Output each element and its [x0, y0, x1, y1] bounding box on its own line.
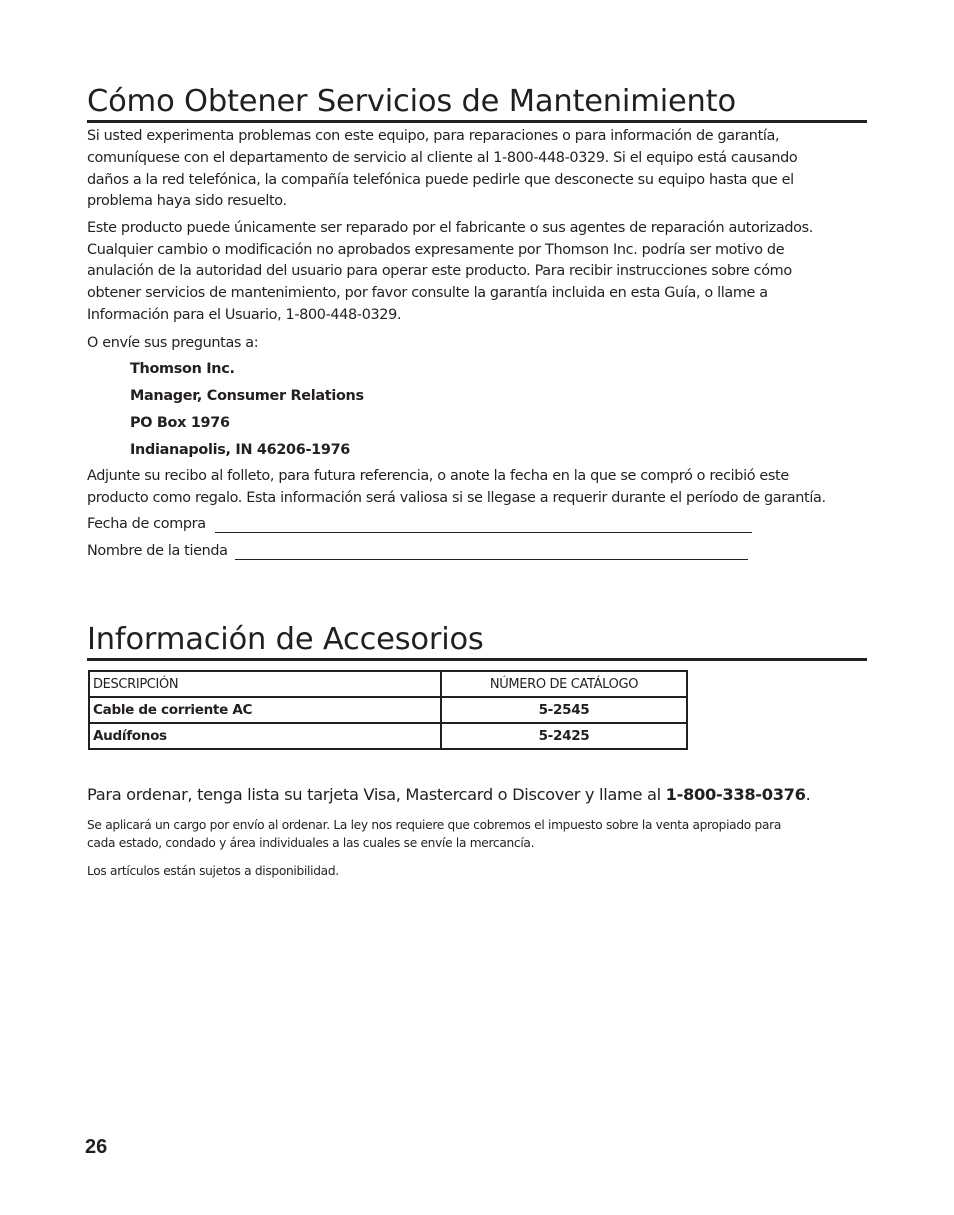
address-city: Indianapolis, IN 46206-1976: [130, 442, 350, 458]
accessories-heading: Información de Accesorios: [87, 623, 867, 661]
page-number: 26: [85, 1136, 108, 1158]
repair-para-line: Este producto puede únicamente ser reparado por el fabricante o sus agentes de reparación autorizados.: [87, 220, 813, 236]
repair-para-line: Información para el Usuario, 1-800-448-0329.: [87, 307, 402, 323]
header-description: DESCRIPCIÓN: [89, 671, 441, 697]
order-phone: 1-800-338-0376: [665, 785, 806, 804]
shipping-note-line: cada estado, condado y área individuales a las cuales se envíe la mercancía.: [87, 836, 535, 850]
header-catalog-number: NÚMERO DE CATÁLOGO: [441, 671, 687, 697]
purchase-date-line: [215, 532, 752, 533]
repair-para-line: anulación de la autoridad del usuario para operar este producto. Para recibir instrucciones sobre cómo: [87, 263, 792, 279]
purchase-date-label: Fecha de compra: [87, 516, 206, 532]
repair-para-line: obtener servicios de mantenimiento, por favor consulte la garantía incluida en esta Guía, o llame a: [87, 285, 768, 301]
cell-catalog-number: 5-2545: [441, 697, 687, 723]
address-department: Manager, Consumer Relations: [130, 388, 364, 404]
order-end: .: [805, 785, 811, 804]
cell-catalog-number: 5-2425: [441, 723, 687, 749]
shipping-note-line: Se aplicará un cargo por envío al ordenar. La ley nos requiere que cobremos el impuesto sobre la venta apropiado para: [87, 818, 781, 832]
service-heading: Cómo Obtener Servicios de Mantenimiento: [87, 85, 867, 123]
table-row: [89, 697, 687, 723]
store-name-line: [235, 559, 748, 560]
cell-description: Cable de corriente AC: [89, 697, 441, 723]
table-row: [89, 723, 687, 749]
order-instructions: [87, 784, 810, 806]
availability-note: Los artículos están sujetos a disponibilidad.: [87, 864, 339, 878]
address-po-box: PO Box 1976: [130, 415, 230, 431]
receipt-para-line: Adjunte su recibo al folleto, para futura referencia, o anote la fecha en la que se compró o recibió este: [87, 468, 789, 484]
repair-para-line: Cualquier cambio o modificación no aprobados expresamente por Thomson Inc. podría ser motivo de: [87, 242, 785, 258]
accessories-table: [88, 670, 688, 750]
service-para-line: Si usted experimenta problemas con este equipo, para reparaciones o para información de garantía,: [87, 128, 780, 144]
send-questions-label: O envíe sus preguntas a:: [87, 335, 259, 351]
order-text: Para ordenar, tenga lista su tarjeta Visa, Mastercard o Discover y llame al: [87, 785, 666, 804]
cell-description: Audífonos: [89, 723, 441, 749]
service-para-line: daños a la red telefónica, la compañía telefónica puede pedirle que desconecte su equipo hasta que el: [87, 172, 794, 188]
service-para-line: comuníquese con el departamento de servicio al cliente al 1-800-448-0329. Si el equipo está causando: [87, 150, 798, 166]
service-para-line: problema haya sido resuelto.: [87, 193, 287, 209]
address-company: Thomson Inc.: [130, 361, 235, 377]
table-header-row: [89, 671, 687, 697]
store-name-label: Nombre de la tienda: [87, 543, 228, 559]
receipt-para-line: producto como regalo. Esta información será valiosa si se llegase a requerir durante el período de garantía.: [87, 490, 826, 506]
